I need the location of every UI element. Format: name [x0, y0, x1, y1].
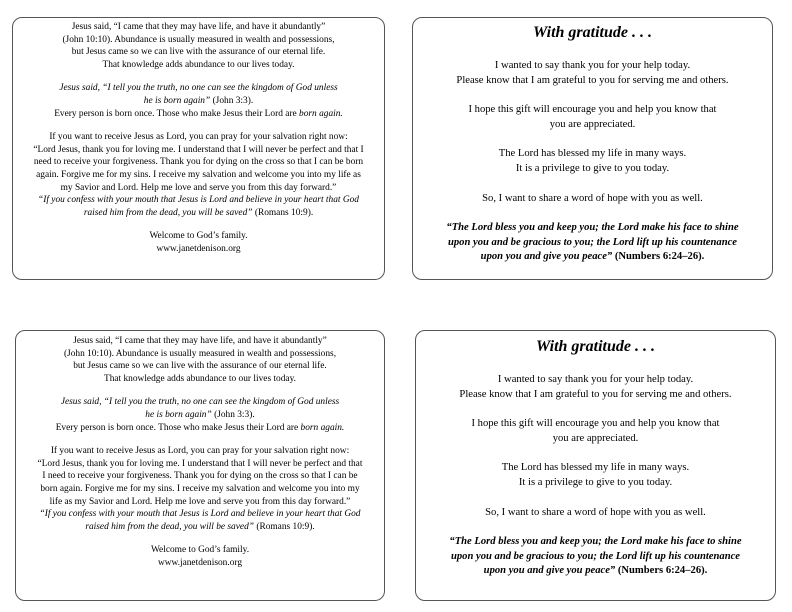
- salvation-card-bottom: [15, 330, 385, 601]
- website-url: www.janetdenison.org: [157, 557, 243, 568]
- welcome-block: Welcome to God’s family. www.janetdenison.org: [16, 544, 384, 569]
- blessing-verse: “The Lord bless you and keep you; the Lord make his face to shine upon you and be gracious to you; the Lord lift up his countenance upon you and give you peace” (Numbers 6:24–26).: [449, 536, 742, 577]
- prayer-paragraph: If you want to receive Jesus as Lord, you can pray for your salvation right now: “Lord Jesus, thank you for loving me. I understand that I will never be perfect and that I need to receive your forgiveness. Thank you for dying on the cross so that I can be born again. Forgive me for my sins. I receive my salvation and welcome you into my life as my Savior and Lord. Help me love and serve you from this day forward.” “If you confess with your mouth that Jesus is Lord and believe in your heart that God raised him from the dead, you will be saved” (Romans 10:9).: [37, 446, 363, 532]
- card-title: With gratitude . . .: [533, 24, 652, 41]
- website-url: www.janetdenison.org: [156, 243, 241, 254]
- card-title: With gratitude . . .: [536, 338, 655, 355]
- prayer-paragraph: If you want to receive Jesus as Lord, you can pray for your salvation right now: “Lord Jesus, thank you for loving me. I understand that I will never be perfect and that I need to receive your forgiveness. Thank you for dying on the cross so that I can be born again. Forgive me for my sins. I receive my salvation and welcome you into my life as my Savior and Lord. Help me love and serve you from this day forward.” “If you confess with your mouth that Jesus is Lord and believe in your heart that God raised him from the dead, you will be saved” (Romans 10:9).: [33, 132, 364, 218]
- welcome-block: Welcome to God’s family. www.janetdenison.org: [13, 230, 384, 255]
- gratitude-card-bottom: With gratitude . . . I wanted to say thank you for your help today. Please know that I am grateful to you for serving me and others. I hope this gift will encourage you and help you know that you are appreciated. The Lord has blessed my life in many ways. It is a privilege to give to you today. So, I want to share a word of hope with you as well. “The Lord bless you and keep you; the Lord make his face to shine upon you and be gracious to you; the Lord lift up his countenance upon you and give you peace” (Numbers 6:24–26).: [415, 330, 776, 601]
- salvation-card-top: [12, 17, 385, 280]
- gratitude-card-top: With gratitude . . . I wanted to say thank you for your help today. Please know that I am grateful to you for serving me and others. I hope this gift will encourage you and help you know that you are appreciated. The Lord has blessed my life in many ways. It is a privilege to give to you today. So, I want to share a word of hope with you as well. “The Lord bless you and keep you; the Lord make his face to shine upon you and be gracious to you; the Lord lift up his countenance upon you and give you peace” (Numbers 6:24–26).: [412, 17, 773, 280]
- born-again-paragraph: Jesus said, “I tell you the truth, no one can see the kingdom of God unless he is born again” (John 3:3). Every person is born once. Those who make Jesus their Lord are born again.: [55, 397, 345, 433]
- abundance-paragraph: Jesus said, “I came that they may have life, and have it abundantly” (John 10:10). Abundance is usually measured in wealth and possessions, but Jesus came so we can live with the assurance of our eternal life. That knowledge adds abundance to our lives today.: [62, 22, 335, 70]
- blessing-verse: “The Lord bless you and keep you; the Lord make his face to shine upon you and be gracious to you; the Lord lift up his countenance upon you and give you peace” (Numbers 6:24–26).: [446, 222, 739, 263]
- born-again-paragraph: Jesus said, “I tell you the truth, no one can see the kingdom of God unless he is born again” (John 3:3). Every person is born once. Those who make Jesus their Lord are born again.: [54, 83, 343, 119]
- abundance-paragraph: Jesus said, “I came that they may have life, and have it abundantly” (John 10:10). Abundance is usually measured in wealth and possessions, but Jesus came so we can live with the assurance of our eternal life. That knowledge adds abundance to our lives today.: [63, 336, 337, 384]
